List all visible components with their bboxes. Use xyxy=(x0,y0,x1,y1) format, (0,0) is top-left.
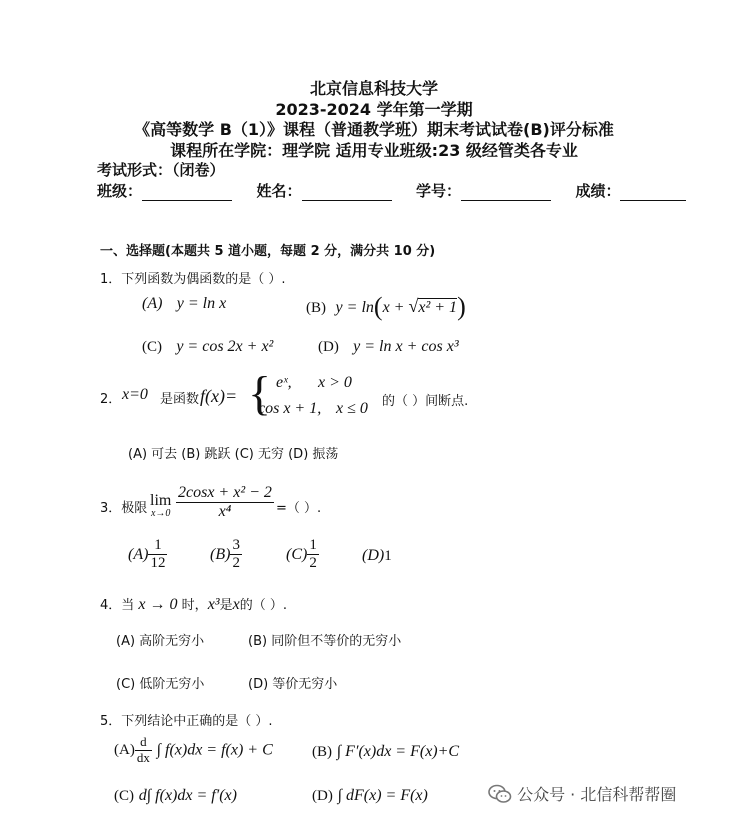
q3-option-a xyxy=(128,537,167,573)
q2-num: 2． xyxy=(100,392,122,407)
class-blank[interactable] xyxy=(142,186,232,201)
q2-case2-cond: x ≤ 0 xyxy=(336,400,368,417)
q3-fraction xyxy=(176,484,274,522)
q3-a-den: 12 xyxy=(150,555,166,572)
q3-c-label: (C) xyxy=(286,545,308,563)
watermark xyxy=(488,782,676,809)
q3-lim: lim xyxy=(150,492,172,509)
q2-case1-expr: eˣ, xyxy=(276,374,292,391)
q5-a-dn: d xyxy=(135,735,152,751)
score-blank[interactable] xyxy=(620,186,686,201)
q3-c-num: 1 xyxy=(307,537,319,555)
q1-b-sqrt: x² + 1 xyxy=(418,299,458,316)
q2-func: f(x)= xyxy=(200,386,238,406)
q5-a-dd: dx xyxy=(136,749,150,765)
q4-stem-mid2: 是 xyxy=(219,598,233,613)
q1-option-d xyxy=(318,337,459,356)
q2-mid: 是函数 xyxy=(160,392,200,407)
q3-numerator: 2cosx + x² − 2 xyxy=(176,484,274,503)
q4-stem-math: x → 0 xyxy=(138,596,178,613)
q1-c-label: (C) xyxy=(142,339,162,355)
q4-stem-mid: 时， xyxy=(181,598,208,613)
q3-d-val: 1 xyxy=(384,548,392,564)
q4-stem xyxy=(100,594,287,614)
class-label: 班级： xyxy=(97,182,143,200)
q1-d-label: (D) xyxy=(318,339,339,355)
q3-option-b xyxy=(210,537,242,573)
q5-option-d xyxy=(312,786,428,805)
info-fields-row xyxy=(97,180,686,201)
course-title: 《高等数学 B（1）》课程（普通教学班）期末考试试卷(B)评分标准 xyxy=(134,120,614,139)
q5-d-expr: ∫ dF(x) = F(x) xyxy=(337,787,428,804)
q1-b-label: (B) xyxy=(306,300,326,316)
q1-a-expr: y = ln x xyxy=(176,295,227,312)
q4-stem-math3: x xyxy=(232,596,240,613)
q1-option-c xyxy=(142,337,273,356)
q3-c-den: 2 xyxy=(309,555,317,572)
q4-stem-pre: 4．当 xyxy=(100,598,135,613)
q5-option-c xyxy=(114,786,237,805)
section-title: 一、选择题(本题共 5 道小题，每题 2 分，满分共 10 分) xyxy=(100,244,436,259)
q3-option-d xyxy=(362,546,392,565)
q3-b-den: 2 xyxy=(232,555,240,572)
q2-brace: { xyxy=(248,367,272,420)
university-name: 北京信息科技大学 xyxy=(309,79,438,98)
q3-a-label: (A) xyxy=(128,545,149,563)
q4-stem-math2: x³ xyxy=(207,596,220,613)
q3-denominator: x⁴ xyxy=(218,503,232,521)
name-label: 姓名： xyxy=(256,182,302,200)
q2-tail: 的（ ）间断点. xyxy=(382,394,469,409)
q3-option-c xyxy=(286,537,319,573)
q3-tail: =（ ）. xyxy=(276,501,322,516)
name-blank[interactable] xyxy=(302,186,392,201)
q2-case2-expr: cos x + 1, xyxy=(258,400,322,417)
q5-option-b xyxy=(312,742,459,761)
term: 2023-2024 学年第一学期 xyxy=(275,100,473,119)
q5-b-expr: ∫ F′(x)dx = F(x)+C xyxy=(336,743,460,760)
q1-stem: 1．下列函数为偶函数的是（ ）. xyxy=(100,272,286,287)
q4-option-a: (A) 高阶无穷小 xyxy=(116,634,205,649)
q5-stem: 5．下列结论中正确的是（ ）. xyxy=(100,714,273,729)
q4-stem-post: 的（ ）. xyxy=(239,598,287,613)
q1-c-expr: y = cos 2x + x² xyxy=(176,338,274,355)
q4-option-b: (B) 同阶但不等价的无穷小 xyxy=(248,634,402,649)
q1-option-a xyxy=(142,294,226,313)
score-label: 成绩： xyxy=(575,182,621,200)
q2-case1-cond: x > 0 xyxy=(318,374,352,391)
q5-a-expr: ∫ f(x)dx = f(x) + C xyxy=(156,741,273,759)
q5-d-label: (D) xyxy=(312,788,333,804)
q3-limit xyxy=(150,493,171,519)
q3-b-num: 3 xyxy=(230,537,242,555)
q4-option-c: (C) 低阶无穷小 xyxy=(116,677,205,692)
q1-b-expr-in: x + xyxy=(382,299,409,316)
q5-c-label: (C) xyxy=(114,788,134,804)
q4-option-d: (D) 等价无穷小 xyxy=(248,677,338,692)
exam-form: 考试形式：（闭卷） xyxy=(97,161,225,179)
watermark-text: 公众号 · 北信科帮帮圈 xyxy=(517,785,677,804)
q5-b-label: (B) xyxy=(312,744,332,760)
q1-d-expr: y = ln x + cos x³ xyxy=(353,338,459,355)
q3-d-label: (D) xyxy=(362,547,385,564)
q1-a-label: (A) xyxy=(142,295,163,312)
wechat-icon xyxy=(488,783,512,809)
q1-b-expr-pre: y = ln xyxy=(335,299,374,316)
student-id-label: 学号： xyxy=(415,182,461,200)
q2-options: (A) 可去 (B) 跳跃 (C) 无穷 (D) 振荡 xyxy=(128,447,339,462)
q1-option-b: (B) y = ln(x + √x² + 1) xyxy=(306,292,466,321)
student-id-blank[interactable] xyxy=(461,186,551,201)
q5-c-expr: d∫ f(x)dx = f′(x) xyxy=(138,787,237,804)
q5-option-a xyxy=(114,735,273,766)
q3-lim-sub: x→0 xyxy=(150,508,171,519)
school-line: 课程所在学院：理学院 适用专业班级:23 级经管类各专业 xyxy=(170,141,578,160)
q3-b-label: (B) xyxy=(210,545,231,563)
q5-a-label: (A) xyxy=(114,741,135,758)
q3-a-num: 1 xyxy=(148,537,167,555)
q2-lead: x=0 xyxy=(122,386,148,403)
q3-num: 3．极限 xyxy=(100,501,148,516)
